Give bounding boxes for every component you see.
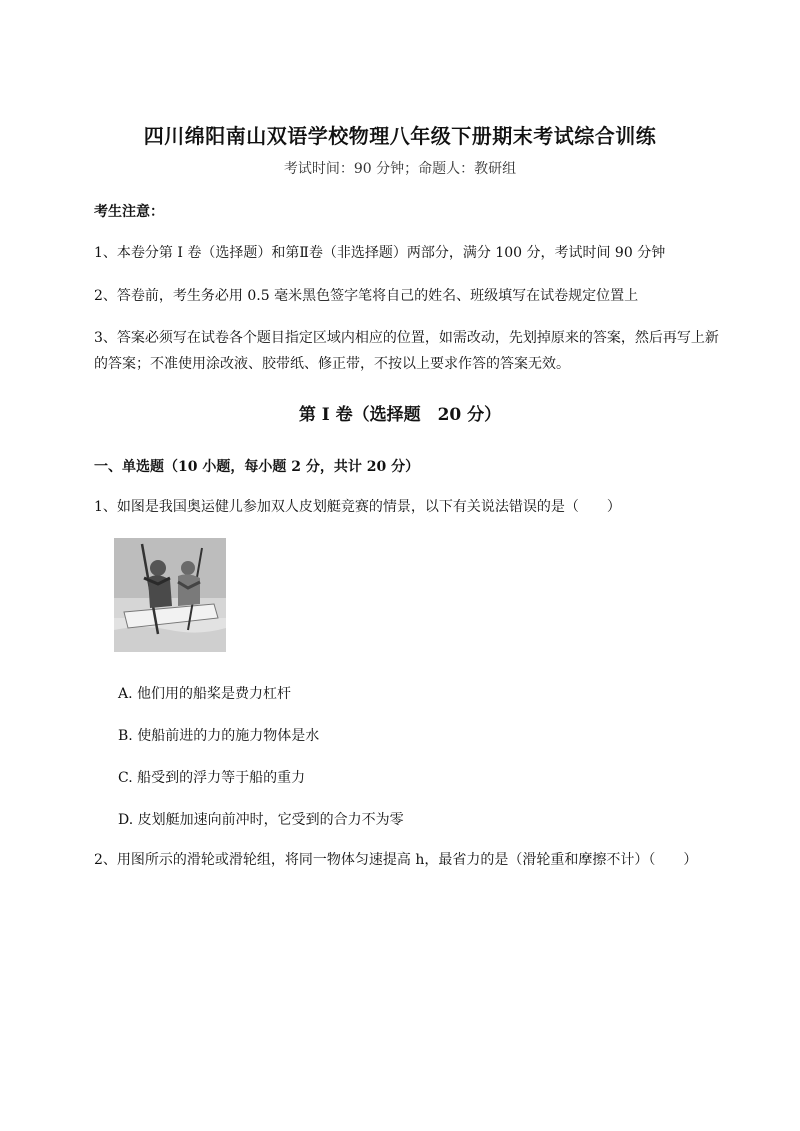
question-stem: 2、用图所示的滑轮或滑轮组，将同一物体匀速提高 h，最省力的是（滑轮重和摩擦不计）（ ） [94,852,698,868]
kayak-photo [114,538,226,652]
notice-item: 2、答卷前，考生务必用 0.5 毫米黑色签字笔将自己的姓名、班级填写在试卷规定位置上 [94,288,639,304]
notice-item: 3、答案必须写在试卷各个题目指定区域内相应的位置，如需改动，先划掉原来的答案，然后再写上新 [94,330,719,346]
notice-item-continued: 的答案；不准使用涂改液、胶带纸、修正带，不按以上要求作答的答案无效。 [94,356,570,372]
option-d: D. 皮划艇加速向前冲时，它受到的合力不为零 [118,812,404,828]
notice-heading: 考生注意： [94,204,164,220]
part-heading: 一、单选题（10 小题，每小题 2 分，共计 20 分） [94,459,420,475]
notice-item: 1、本卷分第 I 卷（选择题）和第Ⅱ卷（非选择题）两部分，满分 100 分，考试时间 90 分钟 [94,245,666,261]
option-c: C. 船受到的浮力等于船的重力 [118,770,306,786]
exam-info: 考试时间：90 分钟；命题人：教研组 [283,161,517,177]
question-stem: 1、如图是我国奥运健儿参加双人皮划艇竞赛的情景，以下有关说法错误的是（ ） [94,499,621,515]
option-a: A. 他们用的船桨是费力杠杆 [118,686,292,702]
option-b: B. 使船前进的力的施力物体是水 [118,728,320,744]
section-title: 第 I 卷（选择题 20 分） [298,405,502,425]
document-title: 四川绵阳南山双语学校物理八年级下册期末考试综合训练 [143,124,657,148]
